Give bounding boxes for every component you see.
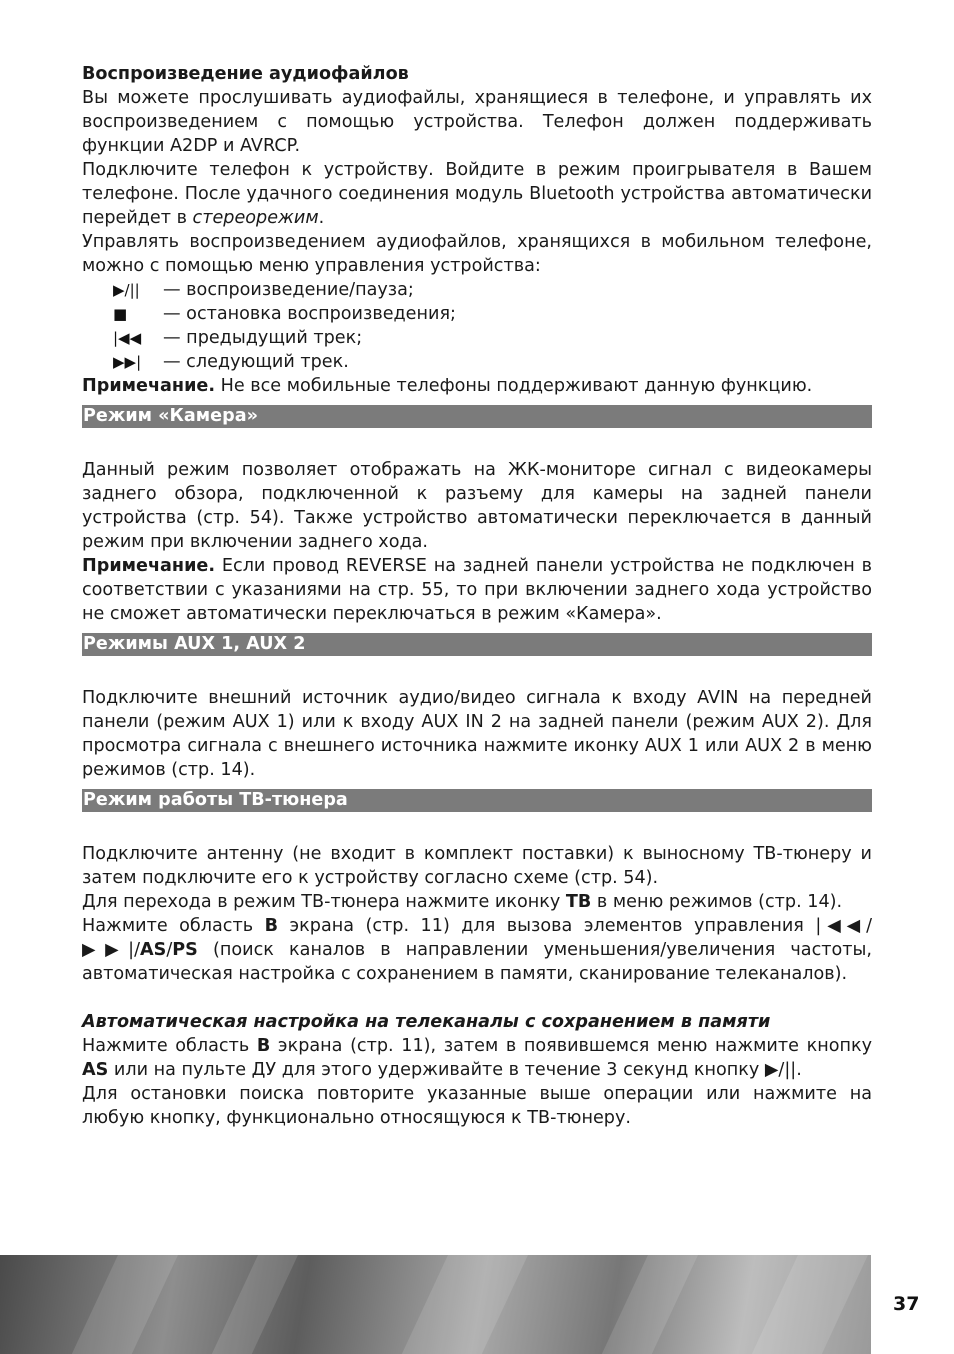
next-track-icon: ▶▶|	[113, 353, 142, 371]
heading-audio-playback: Воспроизведение аудиофайлов	[82, 64, 409, 84]
control-item-stop: ■ — остановка воспроизведения;	[82, 302, 872, 326]
play-pause-icon: ▶/||	[113, 281, 140, 299]
footer-decorative-band	[0, 1255, 871, 1354]
page-number: 37	[893, 1293, 920, 1315]
control-item-next: ▶▶| — следующий трек.	[82, 350, 872, 374]
paragraph: Подключите антенну (не входит в комплект поставки) к выносному ТВ-тюнеру и затем подключите его к устройству согласно схеме (стр. 54).	[82, 844, 872, 888]
paragraph: Подключите телефон к устройству. Войдите в режим проигрывателя в Вашем телефоне. После удачного соединения модуль Bluetooth устройства автоматически перейдет в стереорежим.	[82, 160, 872, 228]
paragraph: Для перехода в режим ТВ-тюнера нажмите иконку ТВ в меню режимов (стр. 14).	[82, 892, 843, 912]
paragraph: Данный режим позволяет отображать на ЖК-мониторе сигнал с видеокамеры заднего обзора, подключенной к разъему для камеры на задней панели устройства (стр. 54). Также устройство автоматически переключается в данный режим при включении заднего хода.	[82, 460, 872, 552]
section-bar-aux: Режимы AUX 1, AUX 2	[82, 633, 872, 656]
paragraph: Нажмите область B экрана (стр. 11) для вызова элементов управления |◀◀/▶▶|/AS/PS (поиск каналов в направлении уменьшения/увеличения частоты, автоматическая настройка с сохранением в памяти, сканирование телеканалов).	[82, 916, 873, 984]
page-content	[82, 62, 872, 1130]
subheading-auto-tuning: Автоматическая настройка на телеканалы с сохранением в памяти	[82, 1012, 771, 1032]
paragraph: Нажмите область B экрана (стр. 11), затем в появившемся меню нажмите кнопку AS или на пульте ДУ для этого удерживайте в течение 3 секунд кнопку ▶/||.	[82, 1036, 873, 1080]
note: Примечание. Не все мобильные телефоны поддерживают данную функцию.	[82, 376, 813, 396]
stop-icon: ■	[113, 305, 128, 323]
paragraph: Подключите внешний источник аудио/видео сигнала к входу AVIN на передней панели (режим AUX 1) или к входу AUX IN 2 на задней панели (режим AUX 2). Для просмотра сигнала с внешнего источника нажмите иконку AUX 1 или AUX 2 в меню режимов (стр. 14).	[82, 688, 872, 780]
section-bar-camera: Режим «Камера»	[82, 405, 872, 428]
section-bar-tv-tuner: Режим работы ТВ-тюнера	[82, 789, 872, 812]
paragraph: Вы можете прослушивать аудиофайлы, хранящиеся в телефоне, и управлять их воспроизведением с помощью устройства. Телефон должен поддерживать функции A2DP и AVRCP.	[82, 88, 872, 156]
previous-track-icon: |◀◀	[113, 329, 142, 347]
paragraph: Для остановки поиска повторите указанные выше операции или нажмите на любую кнопку, функционально относящуюся к ТВ-тюнеру.	[82, 1084, 872, 1128]
note: Примечание. Если провод REVERSE на задней панели устройства не подключен в соответствии с указаниями на стр. 55, то при включении заднего хода устройство не сможет автоматически переключаться в режим «Камера».	[82, 556, 872, 624]
control-item-play-pause: ▶/|| — воспроизведение/пауза;	[82, 278, 872, 302]
control-item-previous: |◀◀ — предыдущий трек;	[82, 326, 872, 350]
paragraph: Управлять воспроизведением аудиофайлов, хранящихся в мобильном телефоне, можно с помощью меню управления устройства:	[82, 232, 872, 276]
